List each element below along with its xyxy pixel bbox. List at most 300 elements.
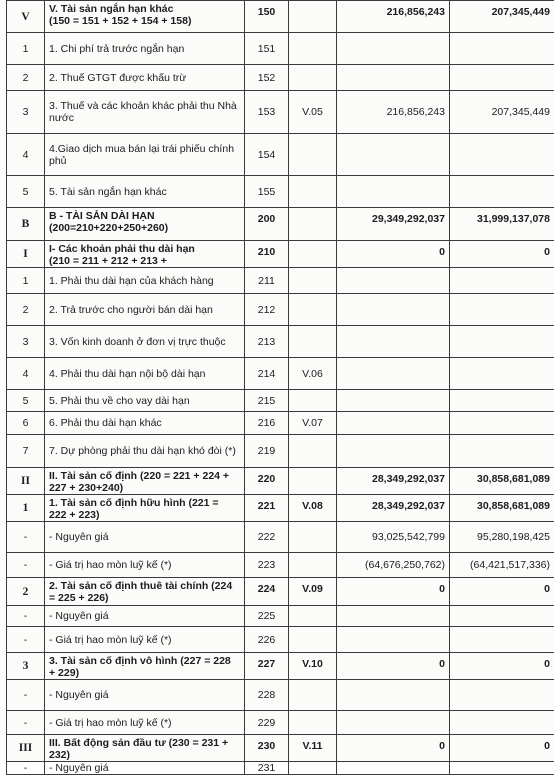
row-code — [245, 627, 289, 653]
row-code-text: 213 — [258, 336, 276, 348]
row-description-text: 3. Thuế và các khoản khác phải thu Nhà nước — [49, 100, 237, 124]
row-prior-value — [450, 578, 554, 606]
row-code-text: 212 — [258, 304, 276, 316]
row-number — [7, 33, 45, 65]
row-code — [245, 390, 289, 412]
row-number-text: III — [19, 742, 32, 754]
table-row — [7, 735, 554, 762]
row-code-text: 153 — [258, 106, 276, 118]
row-code-text: 219 — [258, 445, 276, 457]
row-number-text: 5 — [23, 186, 29, 198]
row-current-value — [337, 268, 450, 294]
row-number — [7, 435, 45, 468]
row-code-text: 214 — [258, 368, 276, 380]
row-note-text: V.11 — [302, 740, 322, 752]
row-number — [7, 176, 45, 208]
row-number — [7, 606, 45, 627]
table-row — [7, 358, 554, 390]
row-current-value-text: 0 — [439, 246, 445, 258]
table-row — [7, 1, 554, 33]
row-description-text: 3. Vốn kinh doanh ở đơn vị trực thuộc — [49, 336, 226, 348]
table-row — [7, 134, 554, 176]
row-description — [45, 91, 245, 134]
table-row — [7, 208, 554, 241]
row-code — [245, 208, 289, 241]
row-prior-value — [450, 176, 554, 208]
row-code-text: 222 — [258, 531, 276, 543]
row-note — [289, 735, 337, 762]
row-note — [289, 358, 337, 390]
row-note — [289, 653, 337, 680]
row-note — [289, 390, 337, 412]
row-description-text: III. Bất động sản đầu tư (230 = 231 + 232) — [49, 737, 228, 761]
row-description — [45, 495, 245, 522]
row-code-text: 221 — [258, 500, 276, 512]
row-number-text: - — [24, 531, 28, 543]
row-prior-value-text: 0 — [544, 246, 550, 258]
row-number-text: B — [22, 218, 30, 230]
row-prior-value — [450, 468, 554, 495]
row-prior-value-text: 31,999,137,078 — [477, 213, 550, 225]
row-code — [245, 358, 289, 390]
table-row — [7, 268, 554, 294]
row-prior-value — [450, 326, 554, 358]
row-description-text: - Nguyên giá — [49, 762, 109, 774]
row-number — [7, 735, 45, 762]
table-row — [7, 294, 554, 326]
row-note — [289, 268, 337, 294]
row-prior-value-text: (64,421,517,336) — [470, 559, 550, 571]
row-number-text: - — [24, 559, 28, 571]
row-number — [7, 495, 45, 522]
row-description-text: 5. Tài sản ngắn hạn khác — [49, 186, 167, 198]
row-number-text: - — [24, 717, 28, 729]
row-note — [289, 134, 337, 176]
row-description-text: 1. Tài sản cố định hữu hình (221 = 222 + 223) — [49, 497, 219, 521]
row-code — [245, 435, 289, 468]
row-number-text: 4 — [23, 149, 29, 161]
row-prior-value — [450, 627, 554, 653]
row-current-value — [337, 762, 450, 775]
row-current-value — [337, 1, 450, 33]
row-code-text: 210 — [258, 246, 276, 258]
table-row — [7, 468, 554, 495]
row-note — [289, 578, 337, 606]
row-prior-value — [450, 412, 554, 435]
row-description — [45, 390, 245, 412]
row-description-text: 2. Trả trước cho người bán dài hạn — [49, 304, 213, 316]
row-prior-value-text: 0 — [544, 740, 550, 752]
row-current-value-text: 0 — [439, 740, 445, 752]
table-row — [7, 412, 554, 435]
table-row — [7, 522, 554, 553]
row-prior-value — [450, 1, 554, 33]
table-row — [7, 762, 554, 775]
row-prior-value — [450, 358, 554, 390]
row-number-text: 2 — [23, 586, 29, 598]
row-description-text: 1. Phải thu dài hạn của khách hàng — [49, 275, 214, 287]
row-code — [245, 326, 289, 358]
row-note — [289, 91, 337, 134]
row-code-text: 231 — [258, 762, 276, 774]
row-prior-value — [450, 91, 554, 134]
row-number-text: 2 — [23, 72, 29, 84]
row-current-value-text: (64,676,250,762) — [365, 559, 445, 571]
row-note-text: V.09 — [302, 583, 323, 595]
row-note-text: V.06 — [302, 368, 323, 380]
row-code-text: 227 — [258, 658, 276, 670]
row-description — [45, 522, 245, 553]
row-current-value — [337, 522, 450, 553]
row-current-value — [337, 241, 450, 268]
row-prior-value — [450, 606, 554, 627]
table-row — [7, 680, 554, 711]
row-note-text: V.07 — [302, 417, 323, 429]
row-prior-value — [450, 680, 554, 711]
row-code-text: 150 — [258, 6, 276, 18]
row-code-text: 215 — [258, 395, 276, 407]
row-note — [289, 762, 337, 775]
row-description-text: 4. Phải thu dài hạn nội bộ dài hạn — [49, 368, 205, 380]
table-row — [7, 65, 554, 91]
row-description — [45, 294, 245, 326]
row-current-value-text: 0 — [439, 658, 445, 670]
row-description-text: - Nguyên giá — [49, 610, 109, 622]
row-description-text: 2. Tài sản cố định thuê tài chính (224 = 225 + 226) — [49, 580, 232, 604]
row-current-value — [337, 134, 450, 176]
row-code-text: 220 — [258, 473, 276, 485]
row-description-text: 1. Chi phí trả trước ngắn hạn — [49, 43, 184, 55]
row-description — [45, 358, 245, 390]
row-code — [245, 91, 289, 134]
row-note — [289, 176, 337, 208]
row-code — [245, 65, 289, 91]
row-code — [245, 412, 289, 435]
row-description — [45, 208, 245, 241]
row-description — [45, 606, 245, 627]
row-code — [245, 495, 289, 522]
row-current-value — [337, 412, 450, 435]
table-row — [7, 578, 554, 606]
row-note — [289, 435, 337, 468]
row-number — [7, 468, 45, 495]
row-code — [245, 468, 289, 495]
row-code — [245, 653, 289, 680]
table-row — [7, 91, 554, 134]
row-description — [45, 326, 245, 358]
row-note — [289, 606, 337, 627]
row-code-text: 230 — [258, 740, 276, 752]
row-description — [45, 65, 245, 91]
row-prior-value-text: 30,858,681,089 — [477, 500, 550, 512]
row-note — [289, 65, 337, 91]
row-current-value — [337, 91, 450, 134]
row-note — [289, 326, 337, 358]
row-number — [7, 1, 45, 33]
table-row — [7, 33, 554, 65]
row-number-text: 1 — [23, 502, 29, 514]
row-number — [7, 65, 45, 91]
row-note — [289, 627, 337, 653]
table-row — [7, 711, 554, 735]
row-number-text: 7 — [23, 445, 29, 457]
row-description-text: 3. Tài sản cố định vô hình (227 = 228 + 229) — [49, 655, 231, 679]
row-current-value-text: 93,025,542,799 — [372, 531, 445, 543]
table-row — [7, 326, 554, 358]
row-current-value — [337, 653, 450, 680]
row-number-text: 6 — [23, 417, 29, 429]
table-row — [7, 553, 554, 578]
row-number — [7, 627, 45, 653]
row-code-text: 229 — [258, 717, 276, 729]
row-code-text: 154 — [258, 149, 276, 161]
row-number — [7, 578, 45, 606]
row-description — [45, 627, 245, 653]
row-description-text: II. Tài sản cố định (220 = 221 + 224 + 227 + 230+240) — [49, 470, 229, 494]
row-note — [289, 553, 337, 578]
row-description — [45, 762, 245, 775]
row-current-value — [337, 735, 450, 762]
row-number — [7, 390, 45, 412]
row-code — [245, 1, 289, 33]
row-current-value — [337, 358, 450, 390]
row-description — [45, 468, 245, 495]
row-number-text: - — [24, 762, 28, 774]
row-note — [289, 241, 337, 268]
row-current-value — [337, 176, 450, 208]
row-prior-value — [450, 134, 554, 176]
row-note-text: V.05 — [302, 106, 323, 118]
row-description — [45, 680, 245, 711]
row-prior-value — [450, 65, 554, 91]
row-prior-value-text: 207,345,449 — [492, 6, 550, 18]
row-prior-value — [450, 762, 554, 775]
table-row — [7, 606, 554, 627]
row-current-value — [337, 680, 450, 711]
balance-sheet-table — [6, 0, 554, 775]
row-number — [7, 653, 45, 680]
row-current-value-text: 29,349,292,037 — [372, 213, 445, 225]
row-number-text: 3 — [23, 106, 29, 118]
row-number-text: - — [24, 634, 28, 646]
row-current-value-text: 0 — [439, 583, 445, 595]
row-number-text: - — [24, 689, 28, 701]
row-code-text: 224 — [258, 583, 276, 595]
balance-sheet-body — [7, 1, 554, 775]
row-description-text: 2. Thuế GTGT được khấu trừ — [49, 72, 186, 84]
table-row — [7, 390, 554, 412]
row-code — [245, 606, 289, 627]
row-current-value — [337, 627, 450, 653]
row-number — [7, 91, 45, 134]
row-number-text: 3 — [23, 336, 29, 348]
row-code — [245, 241, 289, 268]
row-number-text: I — [23, 248, 27, 260]
row-note — [289, 33, 337, 65]
row-code-text: 216 — [258, 417, 276, 429]
row-code — [245, 522, 289, 553]
row-code — [245, 711, 289, 735]
row-number — [7, 711, 45, 735]
row-description-text: 5. Phải thu về cho vay dài hạn — [49, 395, 190, 407]
row-current-value — [337, 294, 450, 326]
row-number — [7, 762, 45, 775]
row-prior-value — [450, 208, 554, 241]
row-note — [289, 208, 337, 241]
row-description-text: B - TÀI SẢN DÀI HẠN (200=210+220+250+260) — [49, 210, 168, 234]
row-description — [45, 711, 245, 735]
row-description — [45, 241, 245, 268]
row-prior-value-text: 30,858,681,089 — [477, 473, 550, 485]
row-code-text: 152 — [258, 72, 276, 84]
row-number — [7, 358, 45, 390]
row-prior-value — [450, 294, 554, 326]
row-code — [245, 735, 289, 762]
row-description — [45, 176, 245, 208]
row-description-text: - Nguyên giá — [49, 531, 109, 543]
row-number — [7, 412, 45, 435]
row-code-text: 223 — [258, 559, 276, 571]
row-code-text: 228 — [258, 689, 276, 701]
row-current-value-text: 216,856,243 — [387, 6, 445, 18]
row-prior-value — [450, 653, 554, 680]
row-number-text: 2 — [23, 304, 29, 316]
row-number-text: 5 — [23, 395, 29, 407]
row-code — [245, 680, 289, 711]
row-description — [45, 653, 245, 680]
row-description-text: I- Các khoản phải thu dài hạn (210 = 211 + 212 + 213 + — [49, 243, 195, 267]
row-description-text: 6. Phải thu dài hạn khác — [49, 417, 162, 429]
row-number — [7, 680, 45, 711]
row-prior-value-text: 207,345,449 — [492, 106, 550, 118]
row-number — [7, 241, 45, 268]
table-row — [7, 653, 554, 680]
row-current-value — [337, 208, 450, 241]
row-number — [7, 134, 45, 176]
row-description — [45, 553, 245, 578]
row-code-text: 226 — [258, 634, 276, 646]
row-code — [245, 578, 289, 606]
row-number-text: 1 — [23, 43, 29, 55]
table-row — [7, 495, 554, 522]
row-code-text: 151 — [258, 43, 276, 55]
row-prior-value — [450, 495, 554, 522]
row-note — [289, 711, 337, 735]
row-current-value — [337, 65, 450, 91]
row-note — [289, 1, 337, 33]
row-code-text: 225 — [258, 610, 276, 622]
row-note-text: V.08 — [302, 500, 323, 512]
row-code-text: 211 — [258, 275, 275, 287]
row-number-text: V — [21, 11, 29, 23]
table-row — [7, 435, 554, 468]
row-code-text: 155 — [258, 186, 276, 198]
row-description — [45, 435, 245, 468]
row-prior-value-text: 0 — [544, 658, 550, 670]
row-description-text: V. Tài sản ngắn hạn khác (150 = 151 + 152 + 154 + 158) — [49, 3, 191, 27]
row-number — [7, 208, 45, 241]
row-current-value-text: 216,856,243 — [387, 106, 445, 118]
row-note — [289, 680, 337, 711]
row-code-text: 200 — [258, 213, 276, 225]
row-description-text: - Giá trị hao mòn luỹ kế (*) — [49, 717, 172, 729]
row-number-text: II — [21, 475, 30, 487]
row-description — [45, 578, 245, 606]
row-prior-value-text: 95,280,198,425 — [477, 531, 550, 543]
row-prior-value — [450, 241, 554, 268]
row-code — [245, 33, 289, 65]
row-prior-value-text: 0 — [544, 583, 550, 595]
row-code — [245, 176, 289, 208]
row-prior-value — [450, 522, 554, 553]
row-current-value — [337, 578, 450, 606]
row-current-value — [337, 468, 450, 495]
row-note — [289, 468, 337, 495]
row-number-text: - — [24, 610, 28, 622]
table-row — [7, 627, 554, 653]
row-number — [7, 522, 45, 553]
row-description — [45, 268, 245, 294]
row-current-value-text: 28,349,292,037 — [372, 500, 445, 512]
row-prior-value — [450, 33, 554, 65]
row-current-value — [337, 435, 450, 468]
row-description — [45, 412, 245, 435]
row-description — [45, 33, 245, 65]
row-number — [7, 294, 45, 326]
row-prior-value — [450, 711, 554, 735]
row-current-value — [337, 711, 450, 735]
row-description — [45, 735, 245, 762]
row-description-text: - Giá trị hao mòn luỹ kế (*) — [49, 634, 172, 646]
row-description-text: - Nguyên giá — [49, 689, 109, 701]
row-prior-value — [450, 435, 554, 468]
row-description-text: - Giá trị hao mòn luỹ kế (*) — [49, 559, 172, 571]
row-current-value — [337, 553, 450, 578]
row-code — [245, 134, 289, 176]
table-row — [7, 176, 554, 208]
row-prior-value — [450, 390, 554, 412]
row-code — [245, 294, 289, 326]
row-note-text: V.10 — [302, 658, 323, 670]
row-number-text: 1 — [23, 275, 29, 287]
row-number-text: 4 — [23, 368, 29, 380]
row-note — [289, 522, 337, 553]
row-description-text: 4.Giao dịch mua bán lại trái phiếu chính phủ — [49, 143, 234, 167]
row-current-value — [337, 33, 450, 65]
row-number — [7, 268, 45, 294]
row-number — [7, 326, 45, 358]
row-current-value-text: 28,349,292,037 — [372, 473, 445, 485]
row-description — [45, 134, 245, 176]
row-current-value — [337, 495, 450, 522]
row-description — [45, 1, 245, 33]
table-row — [7, 241, 554, 268]
row-code — [245, 762, 289, 775]
row-prior-value — [450, 553, 554, 578]
row-note — [289, 294, 337, 326]
row-number — [7, 553, 45, 578]
row-description-text: 7. Dự phòng phải thu dài hạn khó đòi (*) — [49, 445, 236, 457]
row-prior-value — [450, 268, 554, 294]
row-current-value — [337, 326, 450, 358]
row-current-value — [337, 606, 450, 627]
row-code — [245, 268, 289, 294]
row-code — [245, 553, 289, 578]
row-note — [289, 412, 337, 435]
row-number-text: 3 — [23, 660, 29, 672]
row-prior-value — [450, 735, 554, 762]
row-note — [289, 495, 337, 522]
